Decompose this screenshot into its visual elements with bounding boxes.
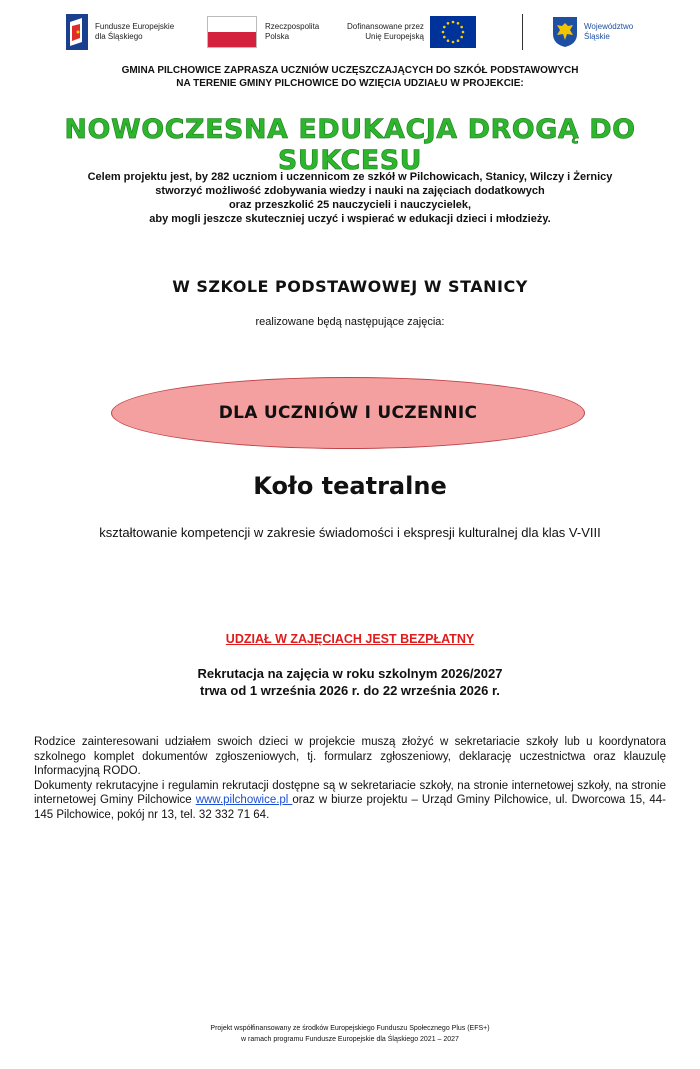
polish-flag-icon xyxy=(207,16,257,48)
ue-line1: Dofinansowane przez xyxy=(347,22,424,31)
activity-name: Koło teatralne xyxy=(253,472,447,500)
project-title: NOWOCZESNA EDUKACJA DROGĄ DO SUKCESU xyxy=(64,114,636,176)
footer-line2: w ramach programu Fundusze Europejskie dla Śląskiego 2021 – 2027 xyxy=(241,1036,459,1043)
audience-ellipse xyxy=(111,377,585,449)
rzeczpospolita-logo xyxy=(207,10,319,54)
audience-label: DLA UCZNIÓW I UCZENNIC xyxy=(218,403,478,423)
fe-line2: dla Śląskiego xyxy=(95,32,143,41)
free-participation-notice: UDZIAŁ W ZAJĘCIACH JEST BEZPŁATNY xyxy=(225,632,475,646)
info-p2 xyxy=(34,779,666,823)
footer xyxy=(0,1023,700,1045)
activities-intro: realizowane będą następujące zajęcia: xyxy=(255,316,445,328)
intro-line2: NA TERENIE GMINY PILCHOWICE DO WZIĘCIA UDZIAŁU W PROJEKCIE: xyxy=(176,78,524,89)
ue-line2: Unię Europejską xyxy=(365,32,424,41)
school-heading: W SZKOLE PODSTAWOWEJ W STANICY xyxy=(172,277,528,296)
goal-line3: oraz przeszkolić 25 nauczycieli i nauczycielek, xyxy=(228,199,472,211)
intro-line1: GMINA PILCHOWICE ZAPRASZA UCZNIÓW UCZĘSZCZAJĄCYCH DO SZKÓŁ PODSTAWOWYCH xyxy=(121,65,579,76)
fe-flag-icon xyxy=(66,14,88,50)
recruitment-line2: trwa od 1 września 2026 r. do 22 września 2026 r. xyxy=(200,683,500,698)
sl-line1: Województwo xyxy=(584,22,634,31)
logo-bar xyxy=(0,10,700,54)
recruitment-line1: Rekrutacja na zajęcia w roku szkolnym 2026/2027 xyxy=(197,666,503,681)
activity-description: kształtowanie kompetencji w zakresie świadomości i ekspresji kulturalnej dla klas V-VIII xyxy=(99,525,601,540)
rp-line2: Polska xyxy=(265,32,290,41)
eagle-shield-icon xyxy=(552,16,578,48)
fundusze-europejskie-logo xyxy=(66,10,174,54)
logo-divider xyxy=(522,14,523,50)
footer-line1: Projekt współfinansowany ze środków Europejskiego Funduszu Społecznego Plus (EFS+) xyxy=(210,1025,490,1032)
goal-line2: stworzyć możliwość zdobywania wiedzy i nauki na zajęciach dodatkowych xyxy=(155,185,545,197)
rp-line1: Rzeczpospolita xyxy=(265,22,320,31)
info-p1: Rodzice zainteresowani udziałem swoich dzieci w projekcie muszą złożyć w sekretariacie szkoły lub u koordynatora szkolnego komplet dokumentów zgłoszeniowych, tj. formularz zgłoszeniowy, deklarację uczestnictwa oraz klauzulę Informacyjną RODO. xyxy=(34,736,666,777)
eu-logo xyxy=(347,10,476,54)
goal-line4: aby mogli jeszcze skuteczniej uczyć i wspierać w edukacji dzieci i młodzieży. xyxy=(149,213,551,225)
wojewodztwo-slaskie-logo xyxy=(552,10,633,54)
invitation-intro xyxy=(0,64,700,90)
info-p2-before: Dokumenty rekrutacyjne i regulamin rekrutacji dostępne są w sekretariacie szkoły, na stronie internetowej szkoły, na stronie internetowej Gminy Pilchowice xyxy=(34,779,666,806)
recruitment-period xyxy=(0,665,700,699)
eu-flag-icon xyxy=(430,16,476,48)
info-p2-after: oraz w biurze projektu – Urząd Gminy Pilchowice, ul. Dworcowa 15, 44-145 Pilchowice, pokój nr 13, tel. 32 332 71 64. xyxy=(34,794,666,821)
sl-line2: Śląskie xyxy=(584,32,610,41)
info-paragraph xyxy=(34,735,666,822)
goal-line1: Celem projektu jest, by 282 uczniom i uczennicom ze szkół w Pilchowicach, Stanicy, Wilczy i Żernicy xyxy=(87,171,613,183)
project-goal xyxy=(0,170,700,226)
fe-line1: Fundusze Europejskie xyxy=(95,22,175,31)
pilchowice-link[interactable]: www.pilchowice.pl xyxy=(195,794,293,806)
